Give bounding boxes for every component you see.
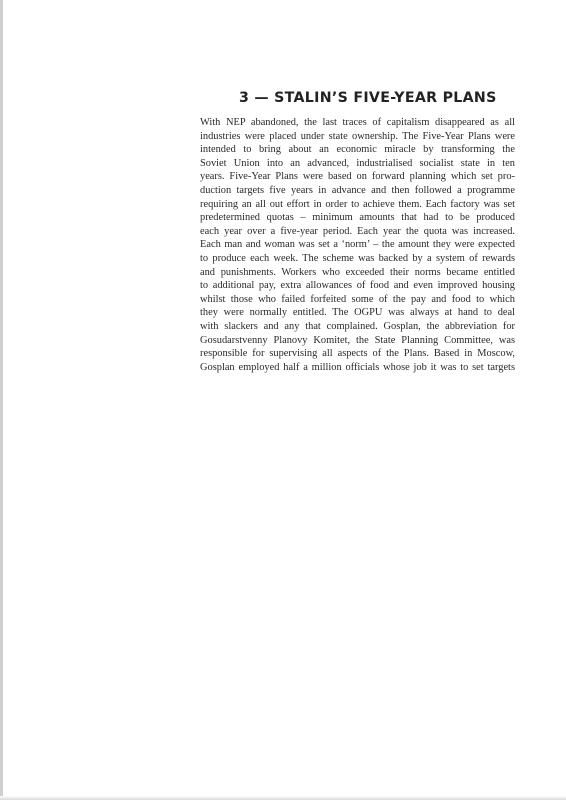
paragraph-line: to produce each week. The scheme was backed by a system of rewards — [200, 252, 515, 264]
paragraph-line: Soviet Union into an advanced, industrialised socialist state in ten — [200, 157, 515, 169]
paragraph-line: with slackers and any that complained. Gosplan, the abbreviation for — [200, 320, 515, 332]
paragraph-line: whilst those who failed forfeited some of the pay and food to which — [200, 293, 515, 305]
chapter-title: 3 — STALIN’S FIVE-YEAR PLANS — [239, 90, 497, 106]
paragraph-line: and punishments. Workers who exceeded their norms became entitled — [200, 266, 515, 278]
body-paragraph — [200, 116, 515, 374]
scan-shadow — [0, 796, 566, 800]
paragraph-line: they were normally entitled. The OGPU was always at hand to deal — [200, 307, 515, 319]
paragraph-line: requiring an all out effort in order to achieve them. Each factory was set — [200, 198, 515, 210]
paragraph-line: With NEP abandoned, the last traces of capitalism disappeared as all — [200, 117, 515, 128]
scan-edge — [0, 0, 3, 800]
paragraph-line: duction targets five years in advance and then followed a programme — [200, 184, 515, 196]
paragraph-line: to additional pay, extra allowances of food and even improved housing — [200, 280, 515, 292]
paragraph-line: years. Five-Year Plans were based on forward planning which set pro- — [200, 171, 515, 183]
paragraph-line: responsible for supervising all aspects of the Plans. Based in Moscow, — [200, 348, 515, 360]
paragraph-line: Each man and woman was set a ‘norm’ – the amount they were expected — [200, 239, 515, 251]
paragraph-line: Gosudarstvenny Planovy Komitet, the State Planning Committee, was — [200, 334, 515, 346]
paragraph-line: industries were placed under state ownership. The Five-Year Plans were — [200, 130, 515, 142]
paragraph-line: each year over a five-year period. Each year the quota was increased. — [200, 225, 515, 237]
paragraph-line: Gosplan employed half a million officials whose job it was to set targets — [200, 361, 515, 373]
paragraph-line: predetermined quotas – minimum amounts that had to be produced — [200, 212, 515, 224]
paragraph-line: intended to bring about an economic miracle by transforming the — [200, 144, 515, 156]
